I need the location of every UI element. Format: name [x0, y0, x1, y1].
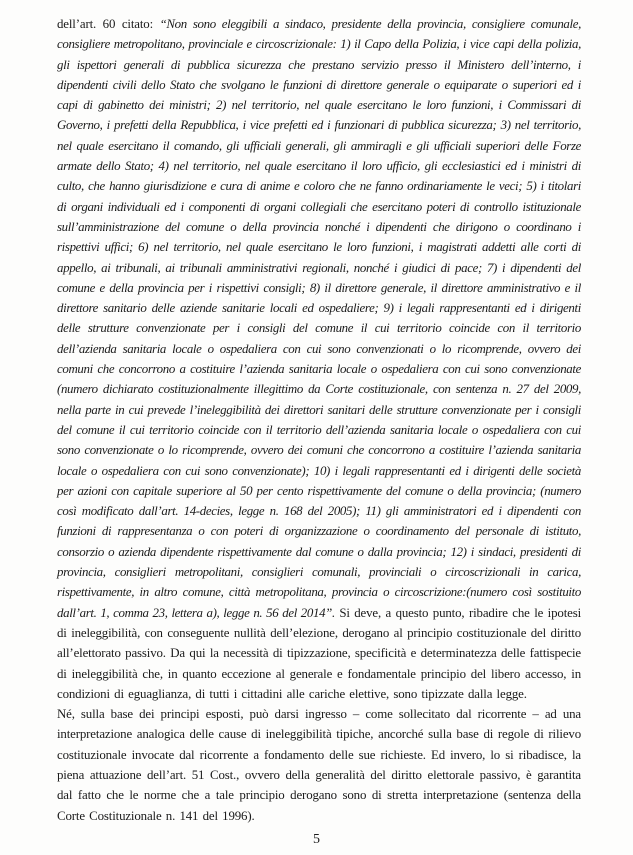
- page-number: 5: [313, 832, 320, 847]
- intro-text: dell’art. 60 citato:: [57, 17, 160, 31]
- commentary-text: Si deve, a questo punto, ribadire che le ipotesi di ineleggibilità, con conseguente nullità dell’elezione, derogano al principio costituzionale del diritto all’elettorato passivo. Da qui la necessità di tipizzazione, specificità e determinatezza delle fattispecie di ineleggibilità che, in quanto eccezione al generale e fondamentale principio del libero accesso, in condizioni di eguaglianza, di tutti i cittadini alle cariche elettive, sono tipizzate dalla legge.: [57, 605, 582, 701]
- paragraph-secondary: [57, 704, 581, 826]
- text-block: [57, 14, 581, 826]
- quoted-statute-text: “Non sono eleggibili a sindaco, presidente della provincia, consigliere comunale, consigliere metropolitano, provinciale e circoscrizionale: 1) il Capo della Polizia, i vice capi della polizia, gli ispettori generali di pubblica sicurezza che prestano servizio presso il Ministero dell’interno, i dipendenti civili dello Stato che svolgano le funzioni di direttore generale o equiparate o superiori ed i capi di gabinetto dei ministri; 2) nel territorio, nel quale esercitano le loro funzioni, i Commissari di Governo, i prefetti della Repubblica, i vice prefetti ed i funzionari di pubblica sicurezza; 3) nel territorio, nel quale esercitano il comando, gli ufficiali generali, gli ammiragli e gli ufficiali superiori delle Forze armate dello Stato; 4) nel territorio, nel quale esercitano il loro ufficio, gli ecclesiastici ed i ministri di culto, che hanno giurisdizione e cura di anime e coloro che ne fanno ordinariamente le veci; 5) i titolari di organi individuali ed i componenti di organi collegiali che esercitano poteri di controllo istituzionale sull’amministrazione del comune o della provincia nonché i dipendenti che dirigono o coordinano i rispettivi uffici; 6) nel territorio, nel quale esercitano le loro funzioni, i magistrati addetti alle corti di appello, ai tribunali, ai tribunali amministrativi regionali, nonché i giudici di pace; 7) i dipendenti del comune e della provincia per i rispettivi consigli; 8) il direttore generale, il direttore amministrativo e il direttore sanitario delle aziende sanitarie locali ed ospedaliere; 9) i legali rappresentanti ed i dirigenti delle strutture convenzionate per i consigli del comune il cui territorio coincide con il territorio dell’azienda sanitaria locale o ospedaliera con cui sono convenzionati o lo ricomprende, ovvero dei comuni che concorrono a costituire l’azienda sanitaria locale o ospedaliera con cui sono convenzionate (numero dichiarato costituzionalmente illegittimo da Corte costituzionale, con sentenza n. 27 del 2009, nella parte in cui prevede l’ineleggibilità dei direttori sanitari delle strutture convenzionate per i consigli del comune il cui territorio coincide con il territorio dell’azienda sanitaria locale o ospedaliera con cui sono convenzionate o lo ricomprende, ovvero dei comuni che concorrono a costituire l’azienda sanitaria locale o ospedaliera con cui sono convenzionate); 10) i legali rappresentanti ed i dirigenti delle società per azioni con capitale superiore al 50 per cento rispettivamente del comune o della provincia; (numero così modificato dall’art. 14-decies, legge n. 168 del 2005); 11) gli amministratori ed i dipendenti con funzioni di rappresentanza o con poteri di organizzazione o coordinamento del personale di istituto, consorzio o azienda dipendente rispettivamente dal comune o dalla provincia; 12) i sindaci, presidenti di provincia, consiglieri metropolitani, consiglieri comunali, provinciali o circoscrizionali in carica, rispettivamente, in altro comune, città metropolitana, provincia o circoscrizione:(numero così sostituito dall’art. 1, comma 23, lettera a), legge n. 56 del 2014”.: [57, 17, 581, 620]
- paragraph2-text: Né, sulla base dei principi esposti, può darsi ingresso – come sollecitato dal ricorrente – ad una interpretazione analogica delle cause di ineleggibilità tipiche, ancorché sulla base di regole di rilievo costituzionale invocate dal ricorrente a fondamento delle sue richieste. Ed invero, lo si ribadisce, la piena attuazione dell’art. 51 Cost., ovvero della generalità del diritto elettorale passivo, è garantita dal fatto che le norme che a tale principio derogano sono di stretta interpretazione (sentenza della Corte Costituzionale n. 141 del 1996).: [57, 707, 581, 823]
- paragraph-main: [57, 14, 581, 704]
